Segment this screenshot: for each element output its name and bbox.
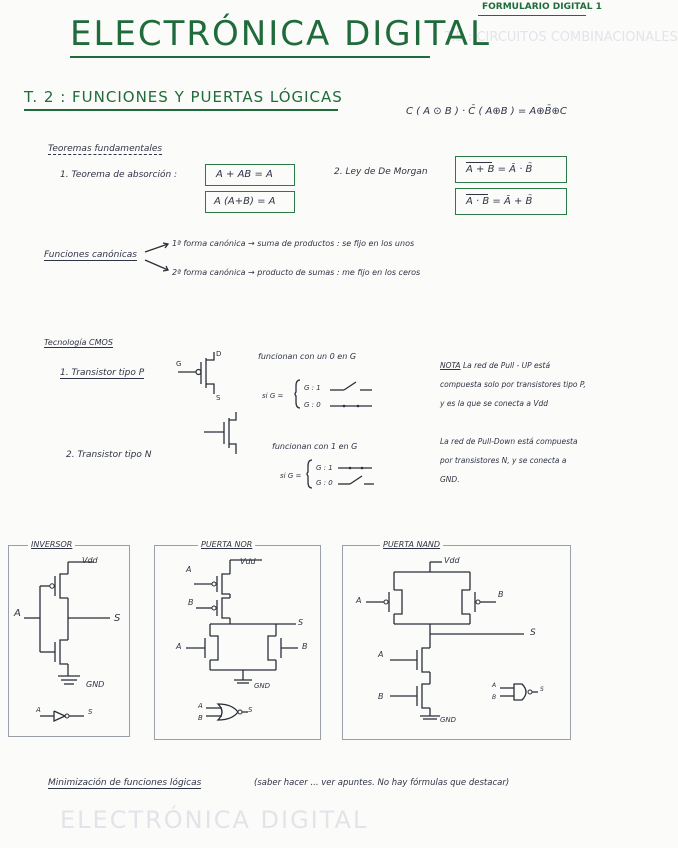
inversor-gnd: GND bbox=[86, 680, 105, 689]
nota-line-2: compuesta solo por transistores tipo P, bbox=[440, 380, 586, 389]
inversor-schematic bbox=[24, 562, 110, 684]
svg-text:G: G bbox=[176, 360, 182, 368]
svg-text:S: S bbox=[216, 394, 221, 402]
absorcion-label: 1. Teorema de absorción : bbox=[60, 170, 178, 180]
transistor-p-label: 1. Transistor tipo P bbox=[60, 368, 145, 378]
minimizacion-heading: Minimización de funciones lógicas bbox=[48, 778, 202, 788]
p-case-1: G : 1 bbox=[304, 384, 321, 392]
transistor-n-desc: funcionan con 1 en G bbox=[272, 442, 358, 451]
n-case-1: G : 1 bbox=[316, 464, 333, 472]
corner-label: FORMULARIO DIGITAL 1 bbox=[482, 2, 602, 12]
nand-a-top: A bbox=[356, 596, 362, 605]
canonicas-heading: Funciones canónicas bbox=[44, 250, 137, 260]
cmos-heading: Tecnología CMOS bbox=[44, 338, 113, 347]
nor-schematic bbox=[186, 560, 298, 683]
nor-a-bottom: A bbox=[176, 642, 182, 651]
morgan-formula-1: A + B = Ā · B̄ bbox=[466, 164, 533, 175]
nand-symbol-a: A bbox=[492, 682, 497, 689]
nand-symbol-s: S bbox=[540, 686, 544, 693]
nor-gnd: GND bbox=[254, 682, 271, 690]
nand-vdd: Vdd bbox=[444, 556, 460, 565]
inversor-title: INVERSOR bbox=[28, 540, 75, 549]
nota-title: NOTA bbox=[440, 361, 461, 370]
nota-line-5: por transistores N, y se conecta a bbox=[440, 456, 567, 465]
canonica-line-1: 1ª forma canónica → suma de productos : se fijo en los unos bbox=[172, 239, 415, 248]
formula-xor: C ( A ⊙ B ) · C̄ ( A⊕B ) = A⊕B̄⊕C bbox=[406, 106, 567, 117]
nand-s: S bbox=[530, 628, 536, 638]
nor-b-bottom: B bbox=[302, 642, 308, 651]
absorcion-formula-2: A (A+B) = A bbox=[214, 196, 276, 207]
nand-gate-icon bbox=[500, 684, 538, 700]
not-gate-icon bbox=[40, 711, 84, 721]
inversor-vdd: Vdd bbox=[82, 556, 98, 565]
nota-line-1: La red de Pull - UP está bbox=[462, 361, 551, 370]
bleed-through-text: T.5 : CIRCUITOS COMBINACIONALES bbox=[445, 30, 678, 45]
canonica-line-2: 2ª forma canónica → producto de sumas : me fijo en los ceros bbox=[172, 268, 421, 277]
nor-vdd: Vdd bbox=[240, 557, 256, 566]
nor-b-top: B bbox=[188, 598, 194, 607]
nor-symbol-s: S bbox=[248, 706, 253, 714]
nota-line-3: y es la que se conecta a Vdd bbox=[440, 399, 548, 408]
nor-symbol-a: A bbox=[198, 702, 203, 710]
inversor-a: A bbox=[14, 608, 21, 619]
nor-gate-icon bbox=[206, 704, 248, 720]
nand-gnd: GND bbox=[440, 716, 457, 724]
nor-s: S bbox=[298, 618, 304, 627]
nand-b-bottom: B bbox=[378, 692, 384, 701]
si-g-n: si G = bbox=[280, 472, 302, 480]
nand-symbol-b: B bbox=[492, 694, 497, 701]
nand-a-bottom: A bbox=[378, 650, 384, 659]
nor-title: PUERTA NOR bbox=[198, 540, 255, 549]
nand-title: PUERTA NAND bbox=[380, 540, 443, 549]
inversor-symbol-a: A bbox=[36, 706, 41, 714]
page-title: ELECTRÓNICA DIGITAL bbox=[70, 14, 491, 54]
nota-line-6: GND. bbox=[440, 475, 460, 484]
inversor-symbol-s: S bbox=[88, 708, 93, 716]
svg-text:D: D bbox=[216, 350, 222, 358]
nor-a-top: A bbox=[186, 565, 192, 574]
nota-line-4: La red de Pull-Down está compuesta bbox=[440, 437, 578, 446]
absorcion-formula-1: A + AB = A bbox=[216, 169, 273, 180]
p-case-0: G : 0 bbox=[304, 401, 321, 409]
minimizacion-note: (saber hacer ... ver apuntes. No hay fórmulas que destacar) bbox=[254, 778, 510, 788]
section-title: T. 2 : FUNCIONES Y PUERTAS LÓGICAS bbox=[24, 88, 343, 106]
transistor-n-label: 2. Transistor tipo N bbox=[66, 450, 152, 460]
nor-symbol-b: B bbox=[198, 714, 203, 722]
inversor-s: S bbox=[114, 613, 121, 624]
n-case-0: G : 0 bbox=[316, 479, 333, 487]
si-g-p: si G = bbox=[262, 392, 284, 400]
bleed-through-text: ELECTRÓNICA DIGITAL bbox=[60, 806, 369, 834]
morgan-formula-2: A · B = Ā + B̄ bbox=[466, 196, 533, 207]
morgan-label: 2. Ley de De Morgan bbox=[334, 167, 428, 177]
nand-b-top: B bbox=[498, 590, 504, 599]
teoremas-heading: Teoremas fundamentales bbox=[48, 144, 163, 154]
transistor-p-desc: funcionan con un 0 en G bbox=[258, 352, 357, 361]
